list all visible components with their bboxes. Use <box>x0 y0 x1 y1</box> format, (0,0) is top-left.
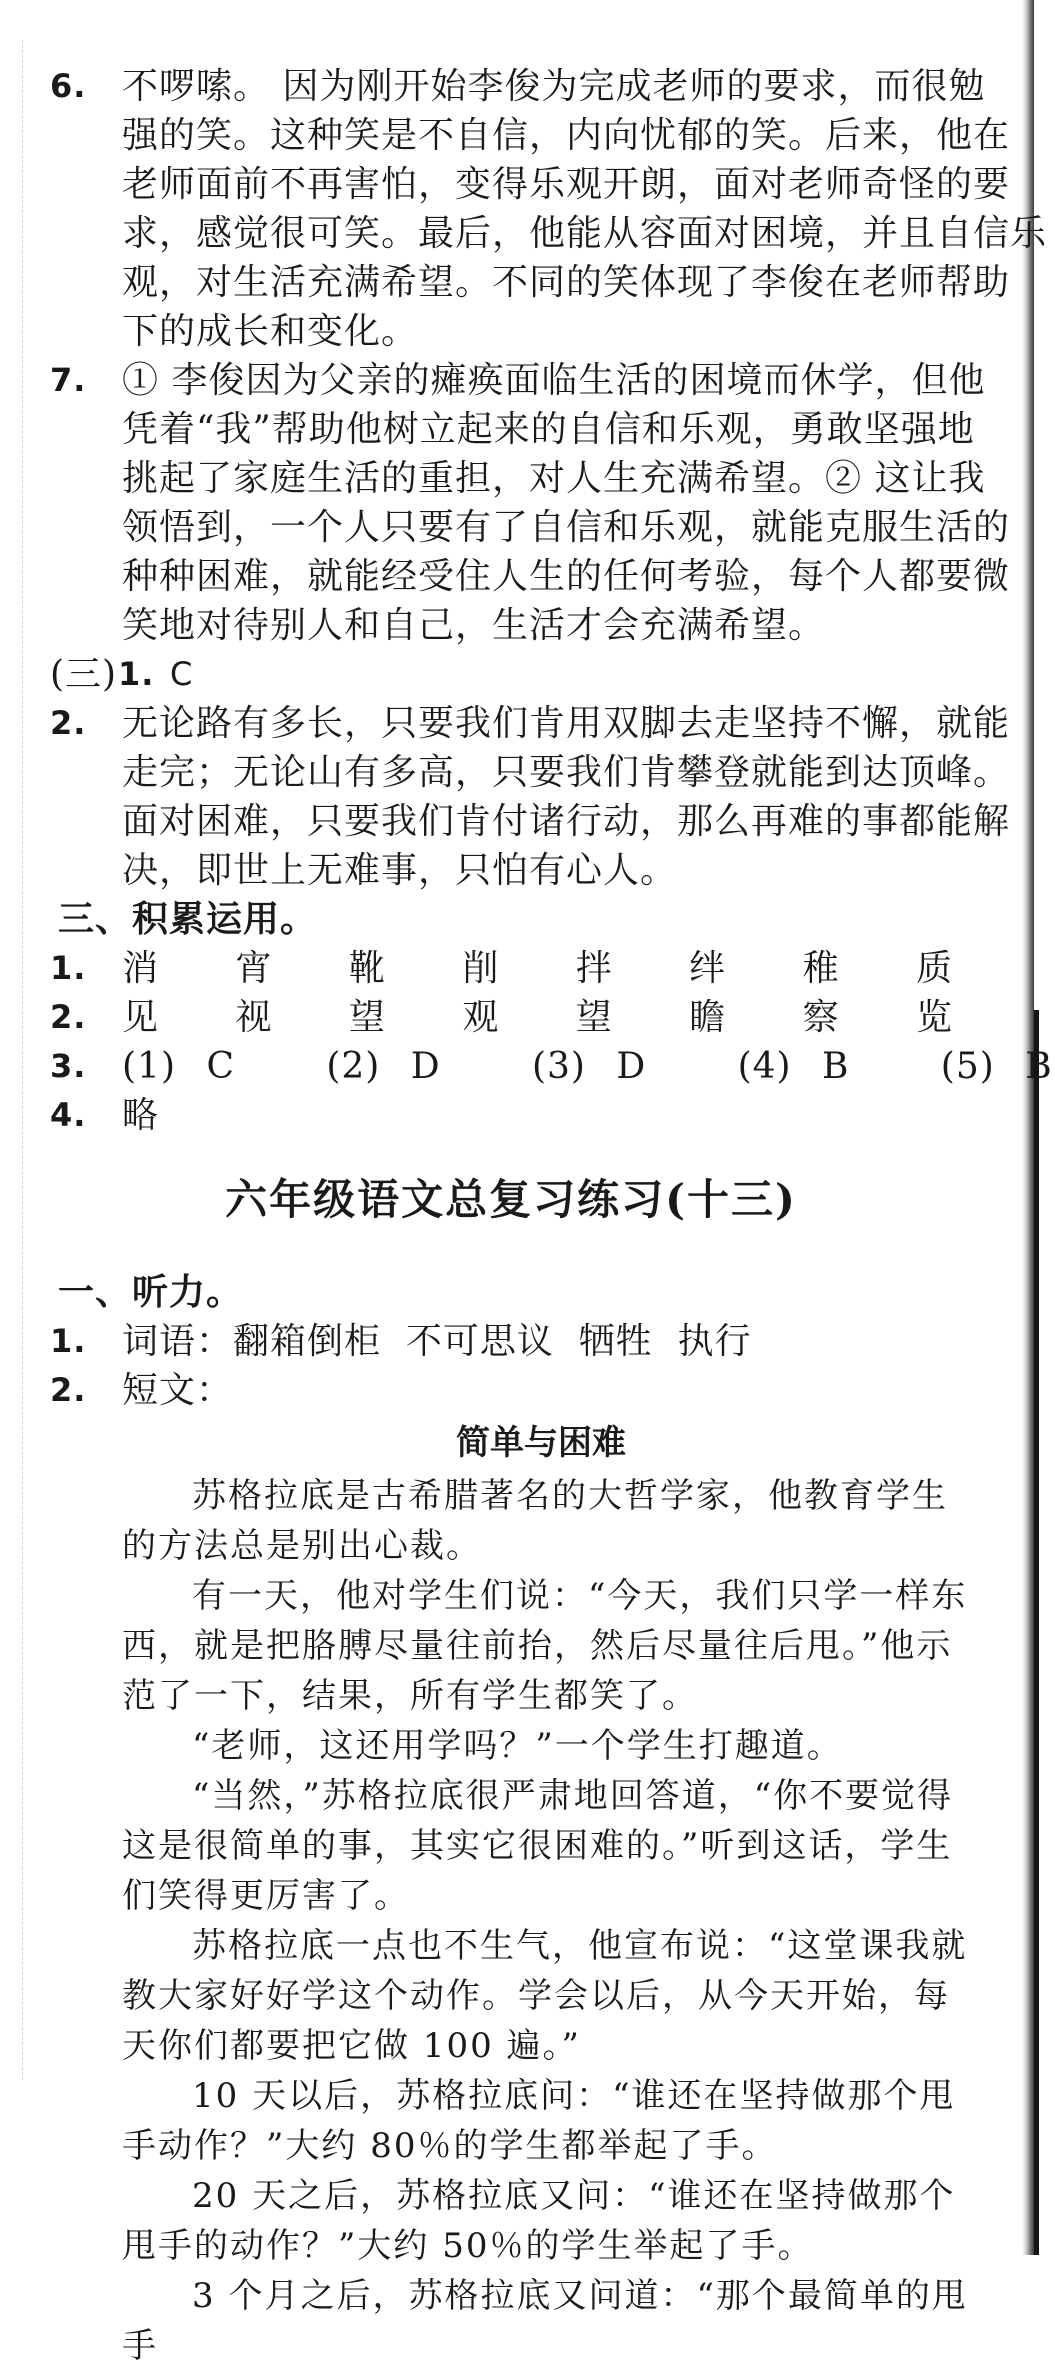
q7-line <box>0 601 1022 650</box>
q7-text-line-2: 凭着“我”帮助他树立起来的自信和乐观，勇敢坚强地 <box>122 409 975 450</box>
story-paragraph-4: “当然，”苏格拉底很严肃地回答道，“你不要觉得这是很简单的事，其实它很困难的。”听到这话，学生们笑得更厉害了。 <box>122 1776 954 1916</box>
answer-content <box>0 62 1053 2371</box>
story-paragraph-8: 3 个月之后，苏格拉底又问道：“那个最简单的甩手 <box>122 2276 968 2366</box>
q6-line <box>0 160 1022 209</box>
story-paragraph-3: “老师，这还用学吗？”一个学生打趣道。 <box>192 1726 843 1766</box>
q7-text-line-3: 挑起了家庭生活的重担，对人生充满希望。② 这让我 <box>122 458 986 499</box>
listening-item-1-text: 词语：翻箱倒柜 不可思议 牺牲 执行 <box>122 1321 752 1362</box>
q7-text-line-1: ① 李俊因为父亲的瘫痪面临生活的困境而休学，但他 <box>122 360 986 401</box>
q6-line <box>0 258 1022 307</box>
part3-q2-line <box>0 797 1022 846</box>
section3-item-1-number: 1. <box>50 949 87 987</box>
story-paragraph-1: 苏格拉底是古希腊著名的大哲学家，他教育学生的方法总是别出心裁。 <box>122 1476 948 1566</box>
q6-number: 6. <box>50 67 87 105</box>
q6-line <box>0 62 1022 111</box>
listening-item-2-text: 短文： <box>122 1370 234 1411</box>
q6-text-line-1: 不啰嗦。 因为刚开始李俊为完成老师的要求，而很勉 <box>122 66 986 107</box>
part3-q2-text-line-3: 面对困难，只要我们肯付诸行动，那么再难的事都能解 <box>122 801 1011 842</box>
q7-line <box>0 552 1022 601</box>
section3-item-4-text: 略 <box>122 1095 160 1136</box>
listening-heading: 一、听力。 <box>58 1271 244 1313</box>
part3-q1-number: 1. <box>118 655 155 693</box>
q6-text-line-6: 下的成长和变化。 <box>122 311 419 352</box>
part3-q2-line <box>0 699 1022 748</box>
part3-q2-line <box>0 846 1022 895</box>
q7-text-line-6: 笑地对待别人和自己，生活才会充满希望。 <box>122 605 826 646</box>
q7-number: 7. <box>50 361 87 399</box>
story-paragraph-6: 10 天以后，苏格拉底问：“谁还在坚持做那个甩手动作？”大约 80％的学生都举起了手。 <box>122 2076 956 2166</box>
section3-heading-line <box>0 895 1022 944</box>
q6-line <box>0 209 1048 258</box>
section3-item <box>0 1042 1053 1091</box>
part3-q2-line <box>0 748 1022 797</box>
page-edge-bar <box>1034 1010 1039 2255</box>
q6-text-line-4: 求，感觉很可笑。最后，他能从容面对困境，并且自信乐 <box>122 213 1048 254</box>
section3-item-4-number: 4. <box>50 1096 87 1134</box>
story-paragraph-2: 有一天，他对学生们说：“今天，我们只学一样东西，就是把胳膊尽量往前抬，然后尽量往后甩。”他示范了一下，结果，所有学生都笑了。 <box>122 1576 968 1716</box>
q7-line <box>0 405 1022 454</box>
q6-text-line-5: 观，对生活充满希望。不同的笑体现了李俊在老师帮助 <box>122 262 1011 303</box>
section3-item-2-text: 见 视 望 观 望 瞻 察 览 <box>122 997 977 1038</box>
section3-item <box>0 993 1022 1042</box>
listening-item-1-number: 1. <box>50 1322 87 1360</box>
q7-text-line-4: 领悟到，一个人只要有了自信和乐观，就能克服生活的 <box>122 507 1011 548</box>
section3-item-1-text: 消 宵 靴 削 拌 绊 稚 质 <box>122 948 977 989</box>
listening-item-2 <box>0 1366 1022 1415</box>
section3-heading: 三、积累运用。 <box>58 898 318 940</box>
story-paragraph-5: 苏格拉底一点也不生气，他宣布说：“这堂课我就教大家好好学这个动作。学会以后，从今天开始，每天你们都要把它做 100 遍。” <box>122 1926 968 2066</box>
q7-line <box>0 454 1022 503</box>
story-paragraph-7: 20 天之后，苏格拉底又问：“谁还在坚持做那个甩手的动作？”大约 50％的学生举起了手。 <box>122 2176 956 2266</box>
section3-item <box>0 1091 1022 1140</box>
section3-item <box>0 944 1022 993</box>
q7-text-line-5: 种种困难，就能经受住人生的任何考验，每个人都要微 <box>122 556 1011 597</box>
section3-item-3-number: 3. <box>50 1047 87 1085</box>
q6-line <box>0 111 1022 160</box>
exercise-title: 六年级语文总复习练习(十三) <box>225 1175 797 1224</box>
part3-q1-line <box>0 650 1022 699</box>
listening-item-2-number: 2. <box>50 1371 87 1409</box>
listening-heading-line <box>0 1268 1022 1317</box>
section3-item-3-text: (1) C (2) D (3) D (4) B (5) B <box>122 1046 1053 1087</box>
q6-line <box>0 307 1022 356</box>
part3-q2-number: 2. <box>50 704 87 742</box>
q7-line <box>0 356 1022 405</box>
q7-line <box>0 503 1022 552</box>
section3-item-2-number: 2. <box>50 998 87 1036</box>
part3-q2-text-line-4: 决，即世上无难事，只怕有心人。 <box>122 850 678 891</box>
listening-item-1 <box>0 1317 1022 1366</box>
q6-text-line-2: 强的笑。这种笑是不自信，内向忧郁的笑。后来，他在 <box>122 115 1011 156</box>
part3-label: (三) <box>50 654 118 695</box>
story-title: 简单与困难 <box>456 1423 626 1463</box>
part3-q1-answer: C <box>170 655 194 693</box>
page-edge-shadow <box>1022 0 1034 2255</box>
part3-q2-text-line-2: 走完；无论山有多高，只要我们肯攀登就能到达顶峰。 <box>122 752 1011 793</box>
part3-q2-text-line-1: 无论路有多长，只要我们肯用双脚去走坚持不懈，就能 <box>122 703 1011 744</box>
q6-text-line-3: 老师面前不再害怕，变得乐观开朗，面对老师奇怪的要 <box>122 164 1011 205</box>
